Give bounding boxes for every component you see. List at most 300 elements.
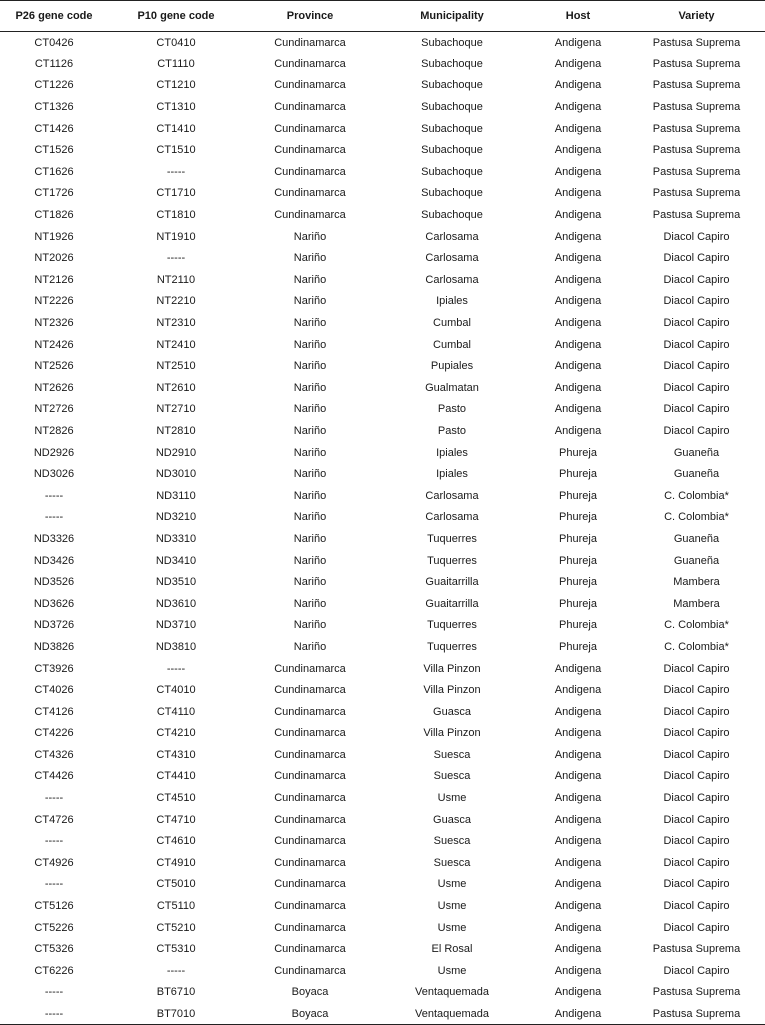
- host-cell: Phureja: [559, 576, 597, 589]
- province-cell: Nariño: [293, 446, 327, 459]
- p10-gene-code-cell: NT2310: [156, 317, 196, 330]
- host-cell: Andigena: [554, 770, 602, 783]
- p26-gene-code-cell: CT3926: [34, 662, 74, 675]
- p10-gene-code-cell: CT5010: [156, 878, 196, 891]
- province-cell: Nariño: [293, 338, 327, 351]
- province-cell: Nariño: [293, 511, 327, 524]
- header-p10-gene-code: P10 gene code: [108, 1, 244, 32]
- p10-gene-code-cell: ND3710: [155, 619, 197, 632]
- p10-gene-code-cell: NT2210: [156, 295, 196, 308]
- table-row: [0, 291, 765, 313]
- host-cell: Andigena: [554, 36, 602, 49]
- host-cell: Phureja: [559, 446, 597, 459]
- municipality-cell: Usme: [437, 792, 467, 805]
- province-cell: Cundinamarca: [274, 964, 346, 977]
- p26-gene-code-cell: CT5326: [34, 943, 74, 956]
- province-cell: Boyaca: [244, 1003, 376, 1025]
- p26-gene-code-cell: -----: [44, 511, 64, 524]
- host-cell: Andigena: [554, 295, 602, 308]
- header-variety: Variety: [628, 1, 765, 32]
- p26-gene-code-cell: -----: [44, 792, 64, 805]
- p10-gene-code-cell: ND3610: [155, 597, 197, 610]
- p26-gene-code-cell: CT5226: [34, 921, 74, 934]
- host-cell: Andigena: [554, 662, 602, 675]
- table-row: [0, 334, 765, 356]
- p26-gene-code-cell: CT4726: [34, 813, 74, 826]
- p10-gene-code-cell: CT4510: [156, 792, 196, 805]
- p10-gene-code-cell: ND3010: [155, 468, 197, 481]
- host-cell: Andigena: [554, 964, 602, 977]
- p26-gene-code-cell: CT1526: [34, 144, 74, 157]
- p10-gene-code-cell: CT4210: [156, 727, 196, 740]
- municipality-cell: Carlosama: [425, 252, 479, 265]
- p26-gene-code-cell: ND3726: [33, 619, 75, 632]
- variety-cell: Pastusa Suprema: [652, 101, 741, 114]
- municipality-cell: Suesca: [433, 835, 471, 848]
- municipality-cell: Guaitarrilla: [425, 576, 479, 589]
- province-cell: Cundinamarca: [274, 79, 346, 92]
- municipality-cell: Ipiales: [436, 295, 468, 308]
- p10-gene-code-cell: CT4110: [156, 705, 196, 718]
- host-cell: Andigena: [554, 856, 602, 869]
- p10-gene-code-cell: CT0410: [156, 36, 196, 49]
- table-header: [0, 1, 765, 32]
- host-cell: Andigena: [554, 252, 602, 265]
- host-cell: Andigena: [554, 101, 602, 114]
- host-cell: Andigena: [554, 381, 602, 394]
- p26-gene-code-cell: -----: [44, 986, 64, 999]
- table-row: [0, 355, 765, 377]
- variety-cell: Diacol Capiro: [663, 295, 730, 308]
- variety-cell: Diacol Capiro: [663, 360, 730, 373]
- host-cell: Andigena: [554, 921, 602, 934]
- table-row: [0, 874, 765, 896]
- host-cell: Andigena: [554, 360, 602, 373]
- municipality-cell: Subachoque: [421, 187, 483, 200]
- province-cell: Cundinamarca: [274, 856, 346, 869]
- province-cell: Cundinamarca: [274, 101, 346, 114]
- header-host: Host: [528, 1, 628, 32]
- variety-cell: Diacol Capiro: [663, 338, 730, 351]
- p10-gene-code-cell: -----: [166, 964, 186, 977]
- table-row: [0, 118, 765, 140]
- p10-gene-code-cell: CT5310: [156, 943, 196, 956]
- p26-gene-code-cell: CT4426: [34, 770, 74, 783]
- host-cell: Andigena: [554, 705, 602, 718]
- p10-gene-code-cell: ND3210: [155, 511, 197, 524]
- province-cell: Cundinamarca: [274, 835, 346, 848]
- p10-gene-code-cell: CT1510: [156, 144, 196, 157]
- table-row: [0, 830, 765, 852]
- municipality-cell: Subachoque: [421, 101, 483, 114]
- table-row: [0, 636, 765, 658]
- p10-gene-code-cell: -----: [166, 252, 186, 265]
- province-cell: Nariño: [293, 576, 327, 589]
- province-cell: Nariño: [293, 273, 327, 286]
- table-row: [0, 658, 765, 680]
- p26-gene-code-cell: CT4226: [34, 727, 74, 740]
- municipality-cell: Ipiales: [436, 468, 468, 481]
- p10-gene-code-cell: -----: [166, 662, 186, 675]
- table-row: [0, 269, 765, 291]
- p26-gene-code-cell: CT4026: [34, 684, 74, 697]
- p10-gene-code-cell: NT2410: [156, 338, 196, 351]
- municipality-cell: Pasto: [437, 424, 467, 437]
- p10-gene-code-cell: CT5110: [156, 900, 196, 913]
- municipality-cell: Suesca: [433, 748, 471, 761]
- municipality-cell: Usme: [437, 878, 467, 891]
- p10-gene-code-cell: ND3410: [155, 554, 197, 567]
- host-cell: Andigena: [554, 230, 602, 243]
- table-row: [0, 593, 765, 615]
- table-row: [0, 420, 765, 442]
- province-cell: Cundinamarca: [274, 209, 346, 222]
- header-row: [0, 1, 765, 32]
- variety-cell: Diacol Capiro: [663, 835, 730, 848]
- p10-gene-code-cell: CT4610: [156, 835, 196, 848]
- p26-gene-code-cell: -----: [44, 878, 64, 891]
- p26-gene-code-cell: ND3426: [33, 554, 75, 567]
- p26-gene-code-cell: CT1726: [34, 187, 74, 200]
- variety-cell: Mambera: [673, 597, 720, 610]
- variety-cell: C. Colombia*: [664, 640, 729, 653]
- p10-gene-code-cell: CT4910: [156, 856, 196, 869]
- p10-gene-code-cell: CT5210: [156, 921, 196, 934]
- host-cell: Phureja: [559, 532, 597, 545]
- p26-gene-code-cell: CT1126: [34, 57, 74, 70]
- province-cell: Cundinamarca: [274, 36, 346, 49]
- municipality-cell: Suesca: [433, 770, 471, 783]
- host-cell: Andigena: [554, 57, 602, 70]
- municipality-cell: Carlosama: [425, 230, 479, 243]
- table-row: [0, 809, 765, 831]
- table-row: [0, 550, 765, 572]
- table-row: [0, 679, 765, 701]
- p26-gene-code-cell: NT2226: [34, 295, 74, 308]
- variety-cell: Diacol Capiro: [663, 727, 730, 740]
- table-row: [0, 204, 765, 226]
- municipality-cell: Ipiales: [436, 446, 468, 459]
- table-row: [0, 571, 765, 593]
- municipality-cell: Gualmatan: [425, 381, 479, 394]
- host-cell: Andigena: [554, 424, 602, 437]
- municipality-cell: Usme: [437, 921, 467, 934]
- variety-cell: Guaneña: [673, 554, 720, 567]
- p10-gene-code-cell: BT6710: [156, 986, 196, 999]
- p26-gene-code-cell: NT2626: [34, 381, 74, 394]
- p26-gene-code-cell: ND3526: [33, 576, 75, 589]
- table-row: [0, 226, 765, 248]
- variety-cell: Pastusa Suprema: [652, 57, 741, 70]
- province-cell: Cundinamarca: [274, 122, 346, 135]
- p10-gene-code-cell: BT7010: [108, 1003, 244, 1025]
- variety-cell: Pastusa Suprema: [652, 144, 741, 157]
- province-cell: Nariño: [293, 360, 327, 373]
- host-cell: Andigena: [554, 79, 602, 92]
- p26-gene-code-cell: CT4326: [34, 748, 74, 761]
- p10-gene-code-cell: ND2910: [155, 446, 197, 459]
- municipality-cell: Ventaquemada: [414, 986, 489, 999]
- province-cell: Nariño: [293, 230, 327, 243]
- variety-cell: Guaneña: [673, 468, 720, 481]
- municipality-cell: Subachoque: [421, 122, 483, 135]
- host-cell: Andigena: [554, 209, 602, 222]
- p10-gene-code-cell: CT1710: [156, 187, 196, 200]
- p26-gene-code-cell: NT2826: [34, 424, 74, 437]
- table-row: [0, 183, 765, 205]
- municipality-cell: Villa Pinzon: [423, 684, 481, 697]
- host-cell: Andigena: [554, 317, 602, 330]
- host-cell: Andigena: [554, 986, 602, 999]
- municipality-cell: Subachoque: [421, 144, 483, 157]
- host-cell: Andigena: [528, 1003, 628, 1025]
- p10-gene-code-cell: CT1810: [156, 209, 196, 222]
- host-cell: Andigena: [554, 187, 602, 200]
- p10-gene-code-cell: ND3110: [156, 489, 196, 502]
- host-cell: Andigena: [554, 835, 602, 848]
- host-cell: Andigena: [554, 122, 602, 135]
- province-cell: Cundinamarca: [274, 165, 346, 178]
- table-row: [0, 53, 765, 75]
- province-cell: Cundinamarca: [274, 921, 346, 934]
- table-row: [0, 701, 765, 723]
- variety-cell: Diacol Capiro: [663, 921, 730, 934]
- p26-gene-code-cell: NT2126: [34, 273, 74, 286]
- table-row: [0, 161, 765, 183]
- variety-cell: Diacol Capiro: [663, 748, 730, 761]
- p10-gene-code-cell: CT4710: [156, 813, 196, 826]
- p10-gene-code-cell: NT2810: [156, 424, 196, 437]
- province-cell: Cundinamarca: [274, 662, 346, 675]
- host-cell: Andigena: [554, 144, 602, 157]
- municipality-cell: Pasto: [437, 403, 467, 416]
- province-cell: Cundinamarca: [274, 792, 346, 805]
- p10-gene-code-cell: CT4310: [156, 748, 196, 761]
- p10-gene-code-cell: CT4410: [156, 770, 196, 783]
- variety-cell: Pastusa Suprema: [628, 1003, 765, 1025]
- host-cell: Phureja: [559, 489, 597, 502]
- p10-gene-code-cell: NT2110: [156, 273, 196, 286]
- variety-cell: C. Colombia*: [664, 619, 729, 632]
- table-row: [0, 507, 765, 529]
- variety-cell: Pastusa Suprema: [652, 79, 741, 92]
- table-row: [0, 744, 765, 766]
- variety-cell: Diacol Capiro: [663, 856, 730, 869]
- p10-gene-code-cell: ND3810: [155, 640, 197, 653]
- p26-gene-code-cell: NT1926: [34, 230, 74, 243]
- p26-gene-code-cell: NT2426: [34, 338, 74, 351]
- p26-gene-code-cell: ND3826: [33, 640, 75, 653]
- municipality-cell: Carlosama: [425, 489, 479, 502]
- p26-gene-code-cell: -----: [44, 489, 64, 502]
- variety-cell: Diacol Capiro: [663, 317, 730, 330]
- table-row: [0, 399, 765, 421]
- table-row: [0, 938, 765, 960]
- host-cell: Andigena: [554, 727, 602, 740]
- variety-cell: Diacol Capiro: [663, 662, 730, 675]
- province-cell: Nariño: [293, 554, 327, 567]
- p10-gene-code-cell: CT4010: [156, 684, 196, 697]
- municipality-cell: Usme: [437, 900, 467, 913]
- header-p26-gene-code: P26 gene code: [0, 1, 108, 32]
- province-cell: Boyaca: [291, 986, 329, 999]
- province-cell: Cundinamarca: [274, 187, 346, 200]
- p26-gene-code-cell: ND2926: [33, 446, 75, 459]
- p26-gene-code-cell: CT6226: [34, 964, 74, 977]
- table-row: [0, 139, 765, 161]
- p26-gene-code-cell: CT1626: [34, 165, 74, 178]
- table-row: [0, 1003, 765, 1025]
- p26-gene-code-cell: CT1326: [34, 101, 74, 114]
- p10-gene-code-cell: NT2610: [156, 381, 196, 394]
- p10-gene-code-cell: NT2510: [156, 360, 196, 373]
- host-cell: Andigena: [554, 165, 602, 178]
- table-body: [0, 32, 765, 1025]
- variety-cell: Pastusa Suprema: [652, 36, 741, 49]
- table-row: [0, 377, 765, 399]
- variety-cell: Pastusa Suprema: [652, 122, 741, 135]
- municipality-cell: Carlosama: [425, 511, 479, 524]
- header-province: Province: [244, 1, 376, 32]
- variety-cell: Pastusa Suprema: [652, 165, 741, 178]
- municipality-cell: Guasca: [433, 705, 471, 718]
- host-cell: Andigena: [554, 684, 602, 697]
- municipality-cell: Cumbal: [433, 338, 471, 351]
- variety-cell: Diacol Capiro: [663, 684, 730, 697]
- variety-cell: Diacol Capiro: [663, 230, 730, 243]
- municipality-cell: Subachoque: [421, 36, 483, 49]
- host-cell: Andigena: [554, 900, 602, 913]
- table-row: [0, 32, 765, 54]
- province-cell: Cundinamarca: [274, 770, 346, 783]
- p26-gene-code-cell: NT2026: [34, 252, 74, 265]
- province-cell: Nariño: [293, 597, 327, 610]
- variety-cell: Diacol Capiro: [663, 705, 730, 718]
- table-row: [0, 463, 765, 485]
- host-cell: Andigena: [554, 403, 602, 416]
- table-row: [0, 442, 765, 464]
- p26-gene-code-cell: NT2726: [34, 403, 74, 416]
- p26-gene-code-cell: CT5126: [34, 900, 74, 913]
- host-cell: Andigena: [554, 878, 602, 891]
- province-cell: Nariño: [293, 532, 327, 545]
- table-row: [0, 528, 765, 550]
- municipality-cell: Guaitarrilla: [425, 597, 479, 610]
- p26-gene-code-cell: NT2526: [34, 360, 74, 373]
- municipality-cell: Subachoque: [421, 79, 483, 92]
- table-row: [0, 485, 765, 507]
- province-cell: Nariño: [293, 489, 327, 502]
- p26-gene-code-cell: NT2326: [34, 317, 74, 330]
- variety-cell: Pastusa Suprema: [652, 209, 741, 222]
- variety-cell: Diacol Capiro: [663, 381, 730, 394]
- table-row: [0, 723, 765, 745]
- table-row: [0, 766, 765, 788]
- variety-cell: Diacol Capiro: [663, 403, 730, 416]
- province-cell: Cundinamarca: [274, 748, 346, 761]
- variety-cell: Diacol Capiro: [663, 424, 730, 437]
- province-cell: Cundinamarca: [274, 727, 346, 740]
- variety-cell: Diacol Capiro: [663, 273, 730, 286]
- variety-cell: Diacol Capiro: [663, 878, 730, 891]
- municipality-cell: Tuquerres: [427, 532, 477, 545]
- municipality-cell: Villa Pinzon: [423, 727, 481, 740]
- p10-gene-code-cell: CT1410: [156, 122, 196, 135]
- table-row: [0, 96, 765, 118]
- municipality-cell: Subachoque: [421, 57, 483, 70]
- p10-gene-code-cell: ND3510: [155, 576, 197, 589]
- p26-gene-code-cell: CT0426: [34, 36, 74, 49]
- province-cell: Cundinamarca: [274, 900, 346, 913]
- host-cell: Andigena: [554, 943, 602, 956]
- municipality-cell: Tuquerres: [427, 640, 477, 653]
- p10-gene-code-cell: -----: [166, 165, 186, 178]
- table-row: [0, 247, 765, 269]
- variety-cell: Mambera: [673, 576, 720, 589]
- variety-cell: Diacol Capiro: [663, 770, 730, 783]
- province-cell: Nariño: [293, 295, 327, 308]
- province-cell: Cundinamarca: [274, 705, 346, 718]
- province-cell: Cundinamarca: [274, 813, 346, 826]
- p26-gene-code-cell: CT4926: [34, 856, 74, 869]
- table-row: [0, 895, 765, 917]
- host-cell: Phureja: [559, 640, 597, 653]
- table-row: [0, 615, 765, 637]
- province-cell: Cundinamarca: [274, 878, 346, 891]
- host-cell: Phureja: [559, 511, 597, 524]
- municipality-cell: Suesca: [433, 856, 471, 869]
- p26-gene-code-cell: -----: [44, 835, 64, 848]
- host-cell: Phureja: [559, 619, 597, 632]
- variety-cell: C. Colombia*: [664, 511, 729, 524]
- p26-gene-code-cell: ND3326: [33, 532, 75, 545]
- p26-gene-code-cell: ND3626: [33, 597, 75, 610]
- p26-gene-code-cell: ND3026: [33, 468, 75, 481]
- host-cell: Andigena: [554, 792, 602, 805]
- municipality-cell: Subachoque: [421, 209, 483, 222]
- table-row: [0, 917, 765, 939]
- variety-cell: Diacol Capiro: [663, 813, 730, 826]
- variety-cell: Diacol Capiro: [663, 252, 730, 265]
- p26-gene-code-cell: CT1426: [34, 122, 74, 135]
- variety-cell: Guaneña: [673, 446, 720, 459]
- province-cell: Nariño: [293, 317, 327, 330]
- municipality-cell: Tuquerres: [427, 619, 477, 632]
- variety-cell: Pastusa Suprema: [652, 187, 741, 200]
- province-cell: Nariño: [293, 640, 327, 653]
- host-cell: Phureja: [559, 468, 597, 481]
- province-cell: Cundinamarca: [274, 943, 346, 956]
- municipality-cell: Villa Pinzon: [423, 662, 481, 675]
- province-cell: Nariño: [293, 381, 327, 394]
- variety-cell: Pastusa Suprema: [652, 986, 741, 999]
- province-cell: Nariño: [293, 468, 327, 481]
- table-row: [0, 852, 765, 874]
- province-cell: Cundinamarca: [274, 684, 346, 697]
- variety-cell: Diacol Capiro: [663, 900, 730, 913]
- host-cell: Andigena: [554, 748, 602, 761]
- variety-cell: Guaneña: [673, 532, 720, 545]
- table-row: [0, 75, 765, 97]
- table-row: [0, 312, 765, 334]
- p26-gene-code-cell: -----: [0, 1003, 108, 1025]
- host-cell: Andigena: [554, 273, 602, 286]
- municipality-cell: Usme: [437, 964, 467, 977]
- province-cell: Nariño: [293, 424, 327, 437]
- municipality-cell: Pupiales: [430, 360, 474, 373]
- p10-gene-code-cell: CT1110: [157, 57, 195, 70]
- header-municipality: Municipality: [376, 1, 528, 32]
